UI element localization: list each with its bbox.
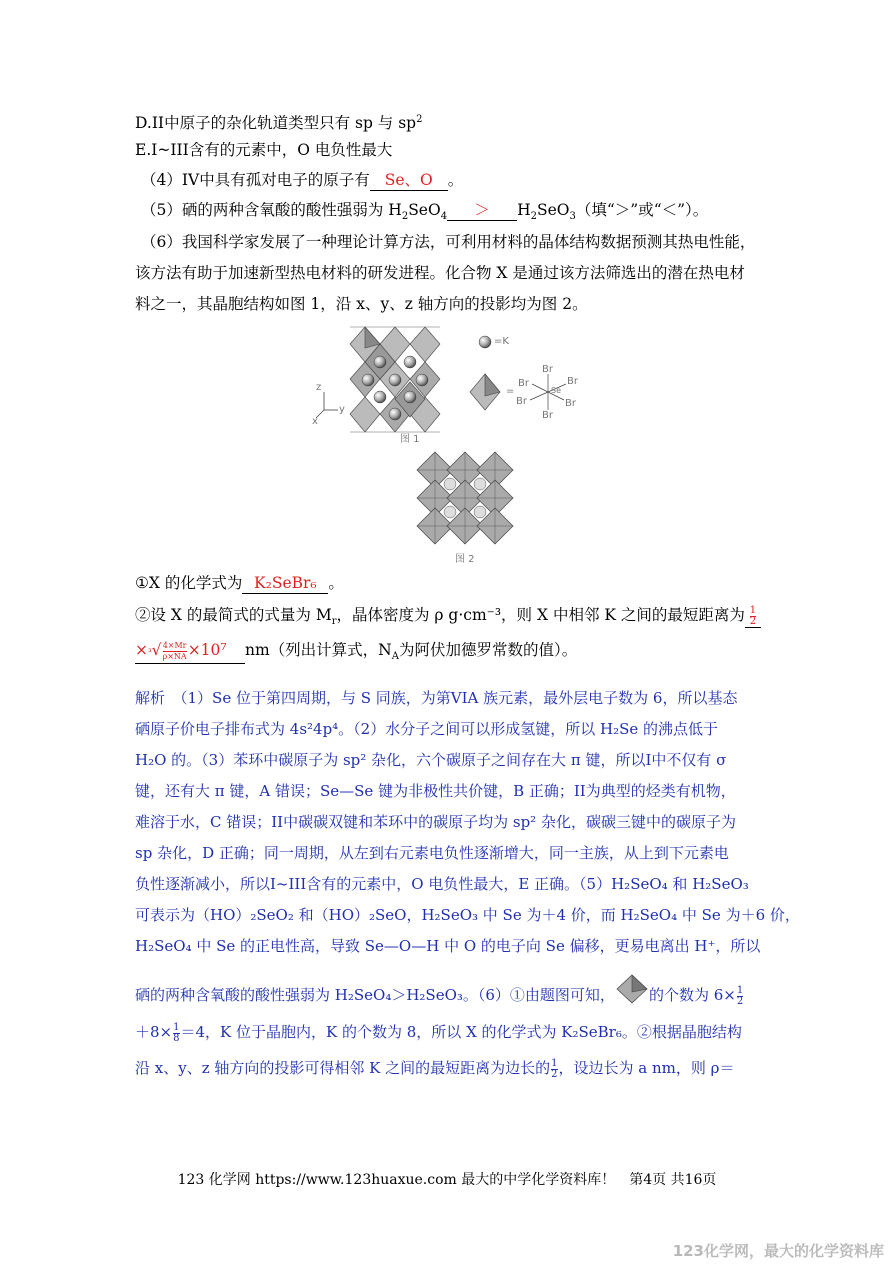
question-6-line-3: 料之一，其晶胞结构如图 1，沿 x、y、z 轴方向的投影均为图 2。 xyxy=(135,295,588,313)
projection-diagram xyxy=(415,450,515,546)
option-d: D.II中原子的杂化轨道类型只有 sp 与 $sp^2$ xyxy=(135,114,423,133)
explanation-line-7: 负性逐渐减小，所以I~III含有的元素中，O 电负性最大，E 正确。（5）H₂SeO₄ 和 H₂SeO₃ xyxy=(135,875,749,893)
question-4: （4）IV中具有孤对电子的原子有 Se、O 。 xyxy=(141,171,464,189)
explanation-line-4: 键，还有大 π 键，A 错误；Se—Se 键为非极性共价键，B 正确；II为典型的烃类有机物， xyxy=(135,782,736,800)
br-right-bottom: Br xyxy=(565,398,576,409)
legend-eq: = xyxy=(506,386,515,397)
sub-question-2: ②设 X 的最简式的式量为 $M_r$，晶体密度为 ρ g·cm⁻³，则 X 中相邻 K 之间的最短距离为 $\frac{1}{2}$ xyxy=(135,605,761,632)
explanation-line-10: 硒的两种含氧酸的酸性强弱为 H₂SeO₄＞H₂SeO₃。（6）①由题图可知， 的个数为 6× $\frac{1}{2}$ xyxy=(135,985,744,1007)
axis-x-label: x xyxy=(312,416,318,427)
explanation-line-2: 硒原子价电子排布式为 4s²4p⁴。（2）水分子之间可以形成氢键，所以 H₂Se 的沸点低于 xyxy=(135,720,719,738)
sub2-answer: ×³√ $\frac{4\times Mr}{\rho\times NA}$ ×10⁷ xyxy=(135,640,245,664)
crystal-cell-diagram xyxy=(310,322,610,442)
legend-k: =K xyxy=(494,336,509,347)
explanation-line-6: sp 杂化，D 正确；同一周期，从左到右元素电负性逐渐增大，同一主族，从上到下元素电 xyxy=(135,844,729,862)
axis-y-label: y xyxy=(339,404,345,415)
axis-z-label: z xyxy=(316,382,322,393)
explanation-line-11: ＋8× $\frac{1}{8}$ ＝4，K 位于晶胞内，K 的个数为 8，所以 X 的化学式为 K₂SeBr₆。②根据晶胞结构 xyxy=(135,1021,742,1044)
question-6-line-1: （6）我国科学家发展了一种理论计算方法，可利用材料的晶体结构数据预测其热电性能， xyxy=(141,233,756,251)
explanation-line-5: 难溶于水，C 错误；II中碳碳双键和苯环中的碳原子均为 sp² 杂化，碳碳三键中的碳原子为 xyxy=(135,813,736,831)
br-bottom: Br xyxy=(542,410,553,421)
br-left-top: Br xyxy=(518,378,529,389)
explanation-line-3: H₂O 的。（3）苯环中碳原子为 sp² 杂化，六个碳原子之间存在大 π 键，所以I中不仅有 σ xyxy=(135,751,727,769)
q5-answer: ＞ xyxy=(447,200,517,221)
option-e: E.I~III含有的元素中，O 电负性最大 xyxy=(135,141,393,159)
br-top: Br xyxy=(542,364,553,375)
figure-1-caption: 图 1 xyxy=(400,434,420,445)
figure-2 xyxy=(415,450,515,568)
se-center: Se xyxy=(551,386,561,395)
question-6-line-2: 该方法有助于加速新型热电材料的研发进程。化合物 X 是通过该方法筛选出的潜在热电材 xyxy=(135,264,745,282)
question-5: （5）硒的两种含氧酸的酸性强弱为 $H_2SeO_4 > H_2SeO_3$（填“＞”或“＜”）。 xyxy=(141,201,709,223)
sub-question-1: ①X 的化学式为 K₂SeBr₆ 。 xyxy=(135,574,344,592)
page-footer: 123 化学网 https://www.123huaxue.com 最大的中学化学资料库！ 第4页 共16页 xyxy=(177,1172,717,1188)
sub-question-2-cont: ×³√ $\frac{4\times Mr}{\rho\times NA}$ ×10⁷ nm（列出计算式，$N_A$为阿伏加德罗常数的值）。 xyxy=(135,640,578,663)
q4-answer: Se、O xyxy=(370,170,448,191)
sub1-answer: K₂SeBr₆ xyxy=(242,573,328,594)
watermark: 123化学网，最大的化学资料库 xyxy=(672,1242,884,1260)
br-right-top: Br xyxy=(567,376,578,387)
figure-2-caption: 图 2 xyxy=(455,554,475,565)
explanation-line-12: 沿 x、y、z 轴方向的投影可得相邻 K 之间的最短距离为边长的 $\frac{1}{2}$ ，设边长为 a nm，则 ρ＝ xyxy=(135,1057,735,1080)
explanation-line-9: H₂SeO₄ 中 Se 的正电性高，导致 Se—O—H 中 O 的电子向 Se 偏移，更易电离出 H⁺，所以 xyxy=(135,937,761,955)
explanation-line-8: 可表示为（HO）₂SeO₂ 和（HO）₂SeO，H₂SeO₃ 中 Se 为＋4 价，而 H₂SeO₄ 中 Se 为＋6 价， xyxy=(135,906,800,924)
octahedron-icon xyxy=(615,973,649,1005)
explanation-line-1: 解析 （1）Se 位于第四周期，与 S 同族，为第VIA 族元素，最外层电子数为 6，所以基态 xyxy=(135,689,738,707)
figure-1 xyxy=(310,322,610,445)
br-left-bottom: Br xyxy=(516,396,527,407)
